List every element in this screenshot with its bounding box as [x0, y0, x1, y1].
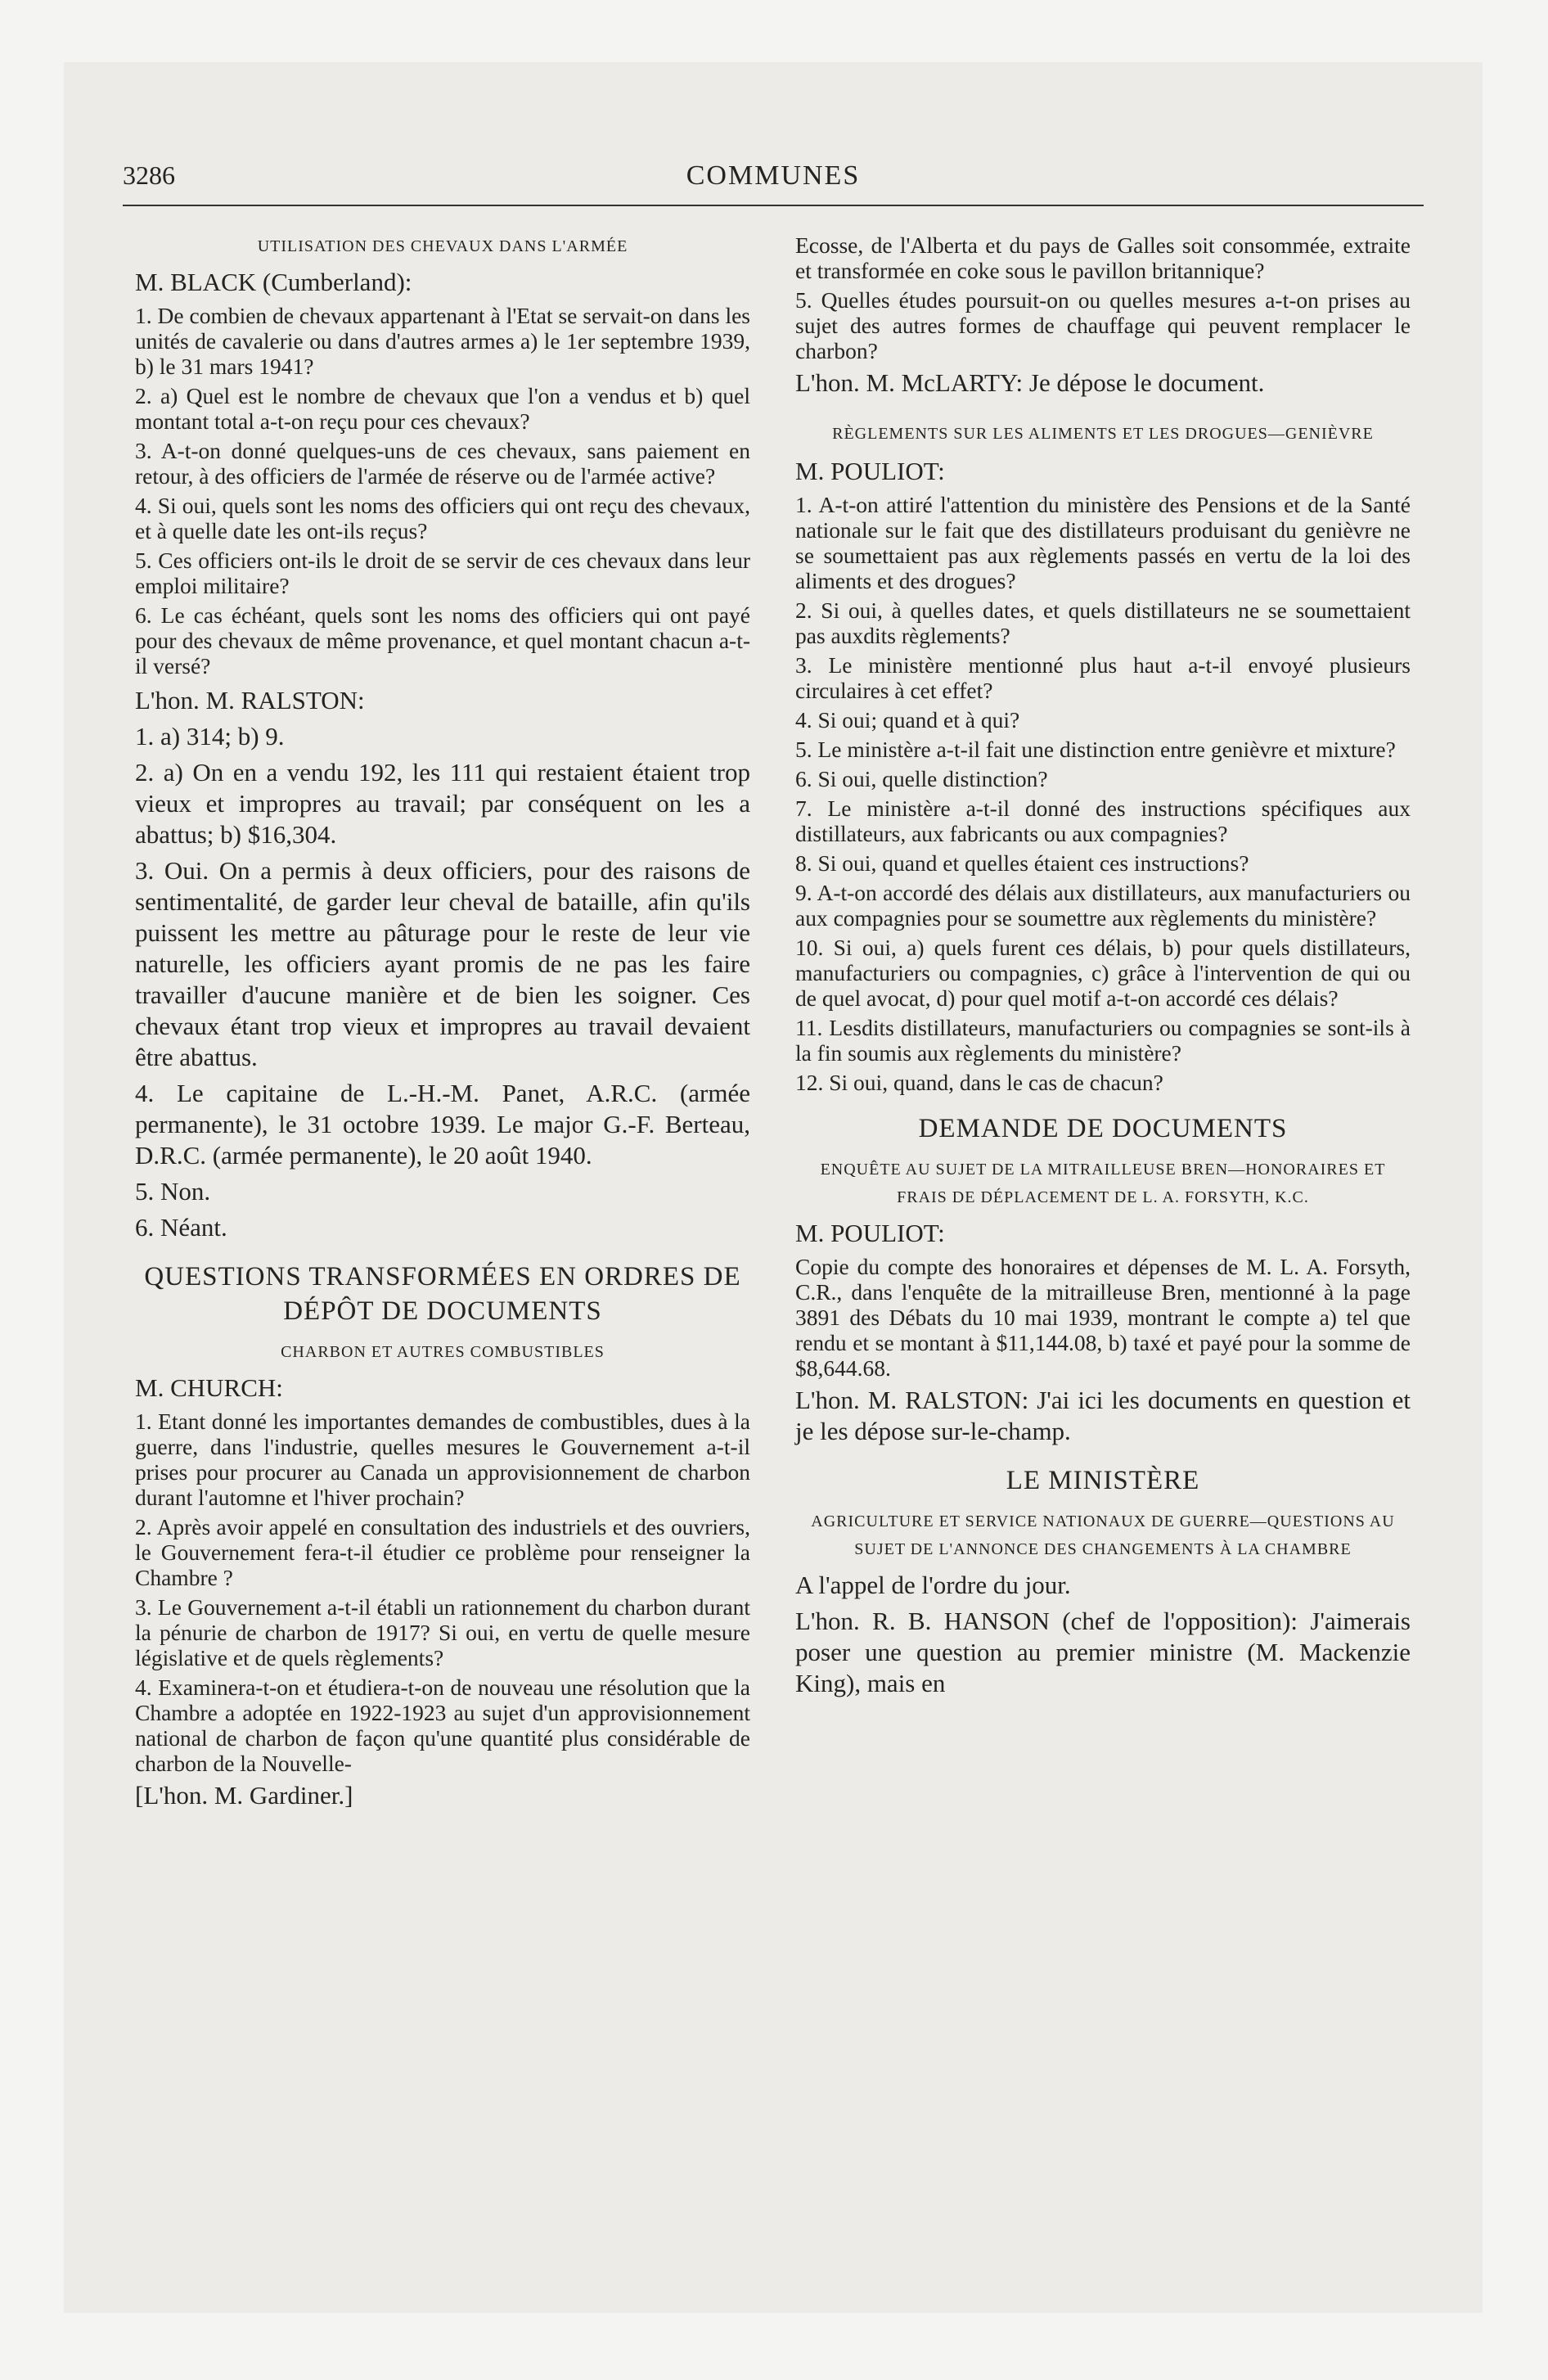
pouliot-question-1: 1. A-t-on attiré l'attention du ministère des Pensions et de la Santé nationale sur le fait que des distillateurs produisant du genièvre ne se soumettaient pas aux règlements passés en vertu de la loi des aliments et des drogues?	[795, 492, 1411, 593]
heading-reglements-geniievre: RÈGLEMENTS SUR LES ALIMENTS ET LES DROGUES—GENIÈVRE	[832, 425, 1374, 443]
church-question-2: 2. Après avoir appelé en consultation des industriels et des ouvriers, le Gouvernement fera-t-il étudier ce problème pour renseigner la Chambre ?	[135, 1514, 750, 1590]
answer-5: 5. Non.	[135, 1177, 211, 1206]
speaker-ralston: L'hon. M. RALSTON:	[135, 686, 365, 714]
pouliot-question-9: 9. A-t-on accordé des délais aux distillateurs, aux manufacturiers ou aux compagnies pour se soumettre aux règlements du ministère?	[795, 880, 1411, 931]
heading-agriculture: AGRICULTURE ET SERVICE NATIONAUX DE GUERRE—QUESTIONS AU SUJET DE L'ANNONCE DES CHANGEMENTS À LA CHAMBRE	[811, 1512, 1395, 1558]
pouliot-question-11: 11. Lesdits distillateurs, manufacturiers ou compagnies se sont-ils à la fin soumis aux règlements du ministère?	[795, 1015, 1411, 1066]
pouliot-question-2: 2. Si oui, à quelles dates, et quels distillateurs ne se soumettaient pas auxdits règlements?	[795, 597, 1411, 648]
page-number: 3286	[123, 160, 175, 190]
question-3: 3. A-t-on donné quelques-uns de ces chevaux, sans paiement en retour, à des officiers de l'armée de réserve ou de l'armée active?	[135, 438, 750, 489]
question-4: 4. Si oui, quels sont les noms des officiers qui ont reçu des chevaux, et à quelle date les ont-ils reçus?	[135, 493, 750, 543]
running-title: COMMUNES	[686, 160, 861, 191]
header-rule	[123, 205, 1424, 206]
section-heading-ministere: LE MINISTÈRE	[1006, 1466, 1200, 1495]
church-question-4-continued: Ecosse, de l'Alberta et du pays de Galles soit consommée, extraite et transformée en coke sous le pavillon britannique?	[795, 232, 1411, 283]
section-heading-questions: QUESTIONS TRANSFORMÉES EN ORDRES DE DÉPÔT DE DOCUMENTS	[144, 1262, 741, 1326]
church-question-1: 1. Etant donné les importantes demandes de combustibles, dues à la guerre, dans l'industrie, quelles mesures le Gouvernement a-t-il prises pour procurer au Canada un approvisionnement de charbon durant l'automne et l'hiver prochain?	[135, 1409, 750, 1510]
answer-3: 3. Oui. On a permis à deux officiers, pour des raisons de sentimentalité, de garder leur cheval de bataille, afin qu'ils puissent les mettre au pâturage pour le reste de leur vie naturelle, les officiers ayant promis de ne pas les faire travailler d'aucune manière et de bien les soigner. Ces chevaux étant trop vieux et impropres au travail devaient être abattus.	[135, 856, 750, 1071]
question-6: 6. Le cas échéant, quels sont les noms des officiers qui ont payé pour des chevaux de même provenance, et quel montant chacun a-t-il versé?	[135, 602, 750, 678]
left-column	[135, 232, 750, 1816]
answer-2: 2. a) On en a vendu 192, les 111 qui restaient étaient trop vieux et impropres au travail; par conséquent on les a abattus; b) $16,304.	[135, 758, 750, 849]
speaker-black: M. BLACK (Cumberland):	[135, 268, 412, 296]
pouliot-question-6: 6. Si oui, quelle distinction?	[795, 766, 1048, 791]
pouliot-question-8: 8. Si oui, quand et quelles étaient ces instructions?	[795, 850, 1249, 876]
answer-1: 1. a) 314; b) 9.	[135, 722, 285, 751]
hanson-statement: L'hon. R. B. HANSON (chef de l'opposition): J'aimerais poser une question au premier ministre (M. Mackenzie King), mais en	[795, 1607, 1411, 1697]
answer-mclarty: L'hon. M. McLARTY: Je dépose le document.	[795, 368, 1265, 397]
question-2: 2. a) Quel est le nombre de chevaux que l'on a vendus et b) quel montant total a-t-on reçu pour ces chevaux?	[135, 383, 750, 434]
page-header	[123, 160, 1424, 193]
church-question-5: 5. Quelles études poursuit-on ou quelles mesures a-t-on prises au sujet des autres formes de chauffage qui peuvent remplacer le charbon?	[795, 287, 1411, 363]
church-question-4: 4. Examinera-t-on et étudiera-t-on de nouveau une résolution que la Chambre a adoptée en 1922-1923 au sujet d'un approvisionnement national de charbon de façon qu'une quantité plus considérable de charbon de la Nouvelle-	[135, 1675, 750, 1776]
answer-ralston: L'hon. M. RALSTON: J'ai ici les documents en question et je les dépose sur-le-champ.	[795, 1386, 1411, 1445]
pouliot-question-4: 4. Si oui; quand et à qui?	[795, 707, 1020, 732]
pouliot-request: Copie du compte des honoraires et dépenses de M. L. A. Forsyth, C.R., dans l'enquête de la mitrailleuse Bren, mentionné à la page 3891 des Débats du 10 mai 1939, montrant le compte a) tel que rendu et se montant à $11,144.08, b) taxé et payé pour la somme de $8,644.68.	[795, 1254, 1411, 1381]
pouliot-question-3: 3. Le ministère mentionné plus haut a-t-il envoyé plusieurs circulaires à cet effet?	[795, 652, 1411, 703]
pouliot-question-7: 7. Le ministère a-t-il donné des instructions spécifiques aux distillateurs, aux fabricants ou aux compagnies?	[795, 796, 1411, 846]
pouliot-question-10: 10. Si oui, a) quels furent ces délais, b) pour quels distillateurs, manufacturiers ou compagnies, c) grâce à l'intervention de qui ou de quel avocat, d) pour quel motif a-t-on accordé ces délais?	[795, 935, 1411, 1011]
church-question-3: 3. Le Gouvernement a-t-il établi un rationnement du charbon durant la pénurie de charbon de 1917? Si oui, en vertu de quelle mesure législative et de quels règlements?	[135, 1594, 750, 1670]
pouliot-question-12: 12. Si oui, quand, dans le cas de chacun?	[795, 1070, 1163, 1095]
speaker-church: M. CHURCH:	[135, 1373, 283, 1402]
section-heading-demande: DEMANDE DE DOCUMENTS	[918, 1114, 1288, 1143]
pouliot-question-5: 5. Le ministère a-t-il fait une distinction entre genièvre et mixture?	[795, 737, 1396, 762]
question-5: 5. Ces officiers ont-ils le droit de se servir de ces chevaux dans leur emploi militaire?	[135, 548, 750, 598]
speaker-pouliot-2: M. POULIOT:	[795, 1219, 945, 1247]
right-column	[795, 232, 1411, 1704]
speaker-pouliot-1: M. POULIOT:	[795, 457, 945, 485]
footnote: [L'hon. M. Gardiner.]	[135, 1781, 353, 1810]
answer-4: 4. Le capitaine de L.-H.-M. Panet, A.R.C. (armée permanente), le 31 octobre 1939. Le major G.-F. Berteau, D.R.C. (armée permanente), le 20 août 1940.	[135, 1079, 750, 1170]
heading-charbon: CHARBON ET AUTRES COMBUSTIBLES	[281, 1343, 605, 1361]
heading-utilisation-chevaux: UTILISATION DES CHEVAUX DANS L'ARMÉE	[257, 237, 628, 255]
heading-enquete-bren: ENQUÊTE AU SUJET DE LA MITRAILLEUSE BREN—HONORAIRES ET FRAIS DE DÉPLACEMENT DE L. A. FORSYTH, K.C.	[820, 1161, 1386, 1206]
question-1: 1. De combien de chevaux appartenant à l'Etat se servait-on dans les unités de cavalerie ou dans d'autres armes a) le 1er septembre 1939, b) le 31 mars 1941?	[135, 303, 750, 379]
answer-6: 6. Néant.	[135, 1213, 227, 1242]
order-of-day: A l'appel de l'ordre du jour.	[795, 1571, 1071, 1599]
